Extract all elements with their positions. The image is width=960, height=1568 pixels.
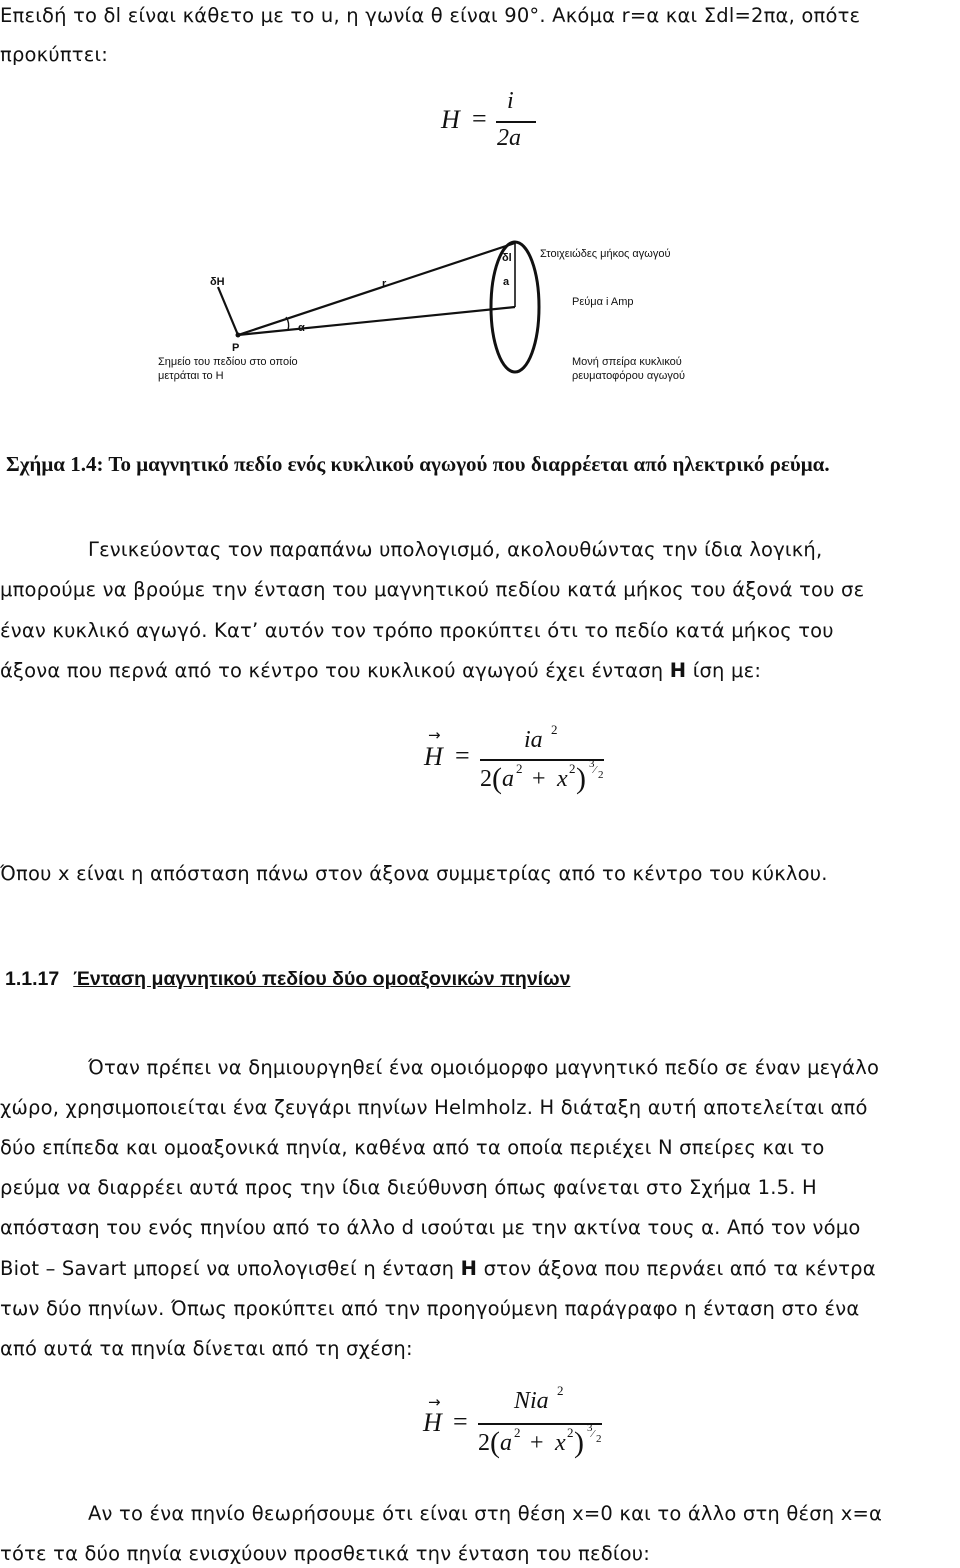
label-element: Στοιχειώδες μήκος αγωγού xyxy=(540,248,671,260)
figure-circular-conductor xyxy=(120,235,720,395)
label-point-2: μετράται το H xyxy=(158,370,224,382)
eq3-exp-slash: ⁄ xyxy=(592,1428,594,1440)
eq3-lhs: H xyxy=(423,1408,442,1437)
label-dH: δH xyxy=(210,276,225,288)
p2-line-4: ρεύμα να διαρρέει αυτά προς την ίδια διεύθυνση όπως φαίνεται στο Σχήμα 1.5. Η xyxy=(0,1176,817,1199)
label-loop-2: ρευματοφόρου αγωγού xyxy=(572,370,685,382)
eq2-exp-num: 3 xyxy=(589,758,595,770)
label-loop-1: Μονή σπείρα κυκλικού xyxy=(572,356,682,368)
p2-line-8: από αυτά τα πηνία δίνεται από τη σχέση: xyxy=(0,1337,413,1360)
eq2-fraction-bar xyxy=(480,759,604,761)
p1-line-4 xyxy=(0,659,761,682)
p2-line-6-bold: H xyxy=(460,1257,478,1280)
eq2-den-a-exp: 2 xyxy=(516,761,523,776)
p3-line-2: τότε τα δύο πηνία ενισχύουν προσθετικά την ένταση του πεδίου: xyxy=(0,1542,651,1565)
eq2-num-exponent: 2 xyxy=(551,722,558,737)
where-x-text: Όπου x είναι η απόσταση πάνω στον άξονα συμμετρίας από το κέντρο του κύκλου. xyxy=(0,862,828,885)
eq3-den-lead: 2 xyxy=(478,1430,490,1456)
eq3-paren-close: ) xyxy=(574,1426,584,1459)
heading-number: 1.1.17 xyxy=(5,968,60,990)
p2-line-1: Όταν πρέπει να δημιουργηθεί ένα ομοιόμορφο μαγνητικό πεδίο σε έναν μεγάλο xyxy=(88,1056,880,1079)
p2-line-6-prefix: Biot – Savart μπορεί να υπολογισθεί η ένταση xyxy=(0,1257,455,1280)
figure-caption: Σχήμα 1.4: Το μαγνητικό πεδίο ενός κυκλικού αγωγού που διαρρέεται από ηλεκτρικό ρεύμα. xyxy=(6,452,830,476)
eq3-den-x-exp: 2 xyxy=(567,1425,574,1440)
eq2-vector-arrow: → xyxy=(428,726,441,744)
eq2-den-a: a xyxy=(502,766,514,792)
section-heading xyxy=(5,968,570,991)
eq2-paren-open: ( xyxy=(492,762,502,795)
p1-line-4-bold: H xyxy=(669,659,687,682)
eq2-exp-den: 2 xyxy=(598,769,604,781)
eq3-numerator: Nia xyxy=(514,1388,549,1414)
eq1-denominator: 2a xyxy=(497,125,521,151)
p1-line-3: έναν κυκλικό αγωγό. Κατ’ αυτόν τον τρόπο προκύπτει ότι το πεδίο κατά μήκος του xyxy=(0,619,834,642)
eq2-exp-slash: ⁄ xyxy=(594,764,596,776)
label-dl: δl xyxy=(502,252,512,264)
intro-line-2: προκύπτει: xyxy=(0,43,109,66)
label-radius-a: a xyxy=(503,276,510,288)
eq1-numerator: i xyxy=(507,88,514,114)
eq3-den-a: a xyxy=(500,1430,512,1456)
label-point-1: Σημείο του πεδίου στο οποίο xyxy=(158,356,298,368)
heading-title: Ένταση μαγνητικού πεδίου δύο ομοαξονικών πηνίων xyxy=(73,968,571,990)
eq2-lhs: H xyxy=(424,742,443,771)
dH-vector xyxy=(218,287,238,335)
label-current: Ρεύμα i Amp xyxy=(572,296,634,308)
p2-line-6 xyxy=(0,1257,876,1280)
eq3-den-x: x xyxy=(555,1430,566,1456)
eq1-fraction-bar xyxy=(496,121,536,123)
eq1-lhs: H xyxy=(441,105,460,134)
eq2-plus: + xyxy=(532,766,546,792)
p1-line-2: μπορούμε να βρούμε την ένταση του μαγνητικού πεδίου κατά μήκος του άξονά του σε xyxy=(0,578,865,601)
label-angle-a: α xyxy=(298,322,305,334)
eq3-num-exponent: 2 xyxy=(557,1383,564,1398)
p2-line-2: χώρο, χρησιμοποιείται ένα ζευγάρι πηνίων Helmholz. Η διάταξη αυτή αποτελείται από xyxy=(0,1096,868,1119)
eq3-paren-open: ( xyxy=(490,1426,500,1459)
p1-line-4-prefix: άξονα που περνά από το κέντρο του κυκλικού αγωγού έχει ένταση xyxy=(0,659,664,682)
label-r: r xyxy=(382,278,387,290)
eq3-vector-arrow: → xyxy=(428,1393,441,1411)
eq3-equals: = xyxy=(453,1407,468,1436)
eq2-den-lead: 2 xyxy=(480,766,492,792)
eq2-paren-close: ) xyxy=(576,762,586,795)
eq1-equals: = xyxy=(472,104,487,133)
eq3-exp-den: 2 xyxy=(596,1433,602,1445)
eq3-fraction-bar xyxy=(478,1423,602,1425)
eq3-exp-num: 3 xyxy=(587,1422,593,1434)
p1-line-1: Γενικεύοντας τον παραπάνω υπολογισμό, ακολουθώντας την ίδια λογική, xyxy=(88,538,823,561)
p2-line-6-suffix: στον άξονα που περνάει από τα κέντρα xyxy=(483,1257,876,1280)
eq3-plus: + xyxy=(530,1430,544,1456)
eq2-den-x: x xyxy=(557,766,568,792)
eq2-den-x-exp: 2 xyxy=(569,761,576,776)
intro-line-1: Επειδή το δl είναι κάθετο με το u, η γωνία θ είναι 90°. Ακόμα r=α και Σdl=2πα, οπότε xyxy=(0,4,861,27)
p3-line-1: Αν το ένα πηνίο θεωρήσουμε ότι είναι στη θέση x=0 και το άλλο στη θέση x=α xyxy=(88,1502,883,1525)
eq2-equals: = xyxy=(455,741,470,770)
p2-line-3: δύο επίπεδα και ομοαξονικά πηνία, καθένα από τα οποία περιέχει Ν σπείρες και το xyxy=(0,1136,825,1159)
eq3-den-a-exp: 2 xyxy=(514,1425,521,1440)
p2-line-5: απόσταση του ενός πηνίου από το άλλο d ισούται με την ακτίνα τους α. Από τον νόμο xyxy=(0,1216,861,1239)
label-P: P xyxy=(232,342,240,354)
eq2-numerator: ia xyxy=(524,727,543,753)
p1-line-4-suffix: ίση με: xyxy=(692,659,762,682)
point-P xyxy=(236,333,241,338)
p2-line-7: των δύο πηνίων. Όπως προκύπτει από την προηγούμενη παράγραφο η ένταση στο ένα xyxy=(0,1297,860,1320)
